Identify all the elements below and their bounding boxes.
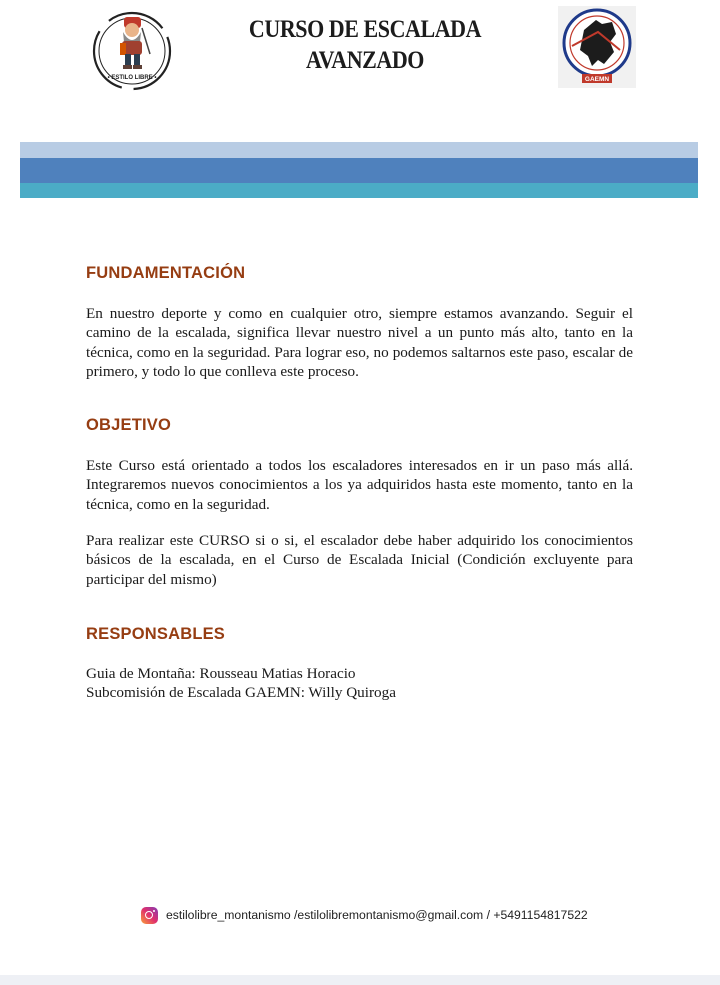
estilo-libre-logo [92,8,172,94]
band-light-blue [20,142,698,158]
objetivo-paragraph-1: Este Curso está orientado a todos los escaladores interesados en ir un paso más allá. Integraremos nuevos conocimientos a los ya adquiridos hasta este momento, tanto en la técnica, como en la seguridad. [86,457,633,513]
title-line-2: AVANZADO [306,47,424,74]
svg-text:GAEMN: GAEMN [584,76,610,83]
objetivo-paragraph-2: Para realizar este CURSO si o si, el escalador debe haber adquirido los conocimientos básicos de la escalada, en el Curso de Escalada Inicial (Condición excluyente para participar del mismo) [86,532,633,588]
band-teal [20,183,698,198]
fundamentacion-paragraph: En nuestro deporte y como en cualquier otro, siempre estamos avanzando. Seguir el camino de la escalada, significa llevar nuestro nivel a un punto más alto, tanto en la técnica, como en la seguridad. Para lograr eso, no podemos saltarnos este paso, escalar de primero, y todo lo que conlleva este proceso. [86,305,633,380]
instagram-icon[interactable] [141,907,158,924]
heading-fundamentacion: FUNDAMENTACIÓN [86,264,246,282]
svg-text:• ESTILO LIBRE •: • ESTILO LIBRE • [107,75,157,81]
responsable-subcomision: Subcomisión de Escalada GAEMN: Willy Quiroga [86,684,396,701]
footer-contact [141,905,588,925]
page-title [246,14,484,76]
band-blue [20,158,698,183]
gaemn-logo [558,6,636,88]
title-line-1: CURSO DE ESCALADA [248,16,482,43]
header-color-bands [20,142,698,198]
page-bottom-edge [0,975,720,985]
heading-objetivo: OBJETIVO [86,416,172,434]
heading-responsables: RESPONSABLES [86,625,226,643]
footer-contact-text: estilolibre_montanismo /estilolibremontanismo@gmail.com / +5491154817522 [166,908,588,922]
responsable-guia: Guia de Montaña: Rousseau Matias Horacio [86,665,356,682]
